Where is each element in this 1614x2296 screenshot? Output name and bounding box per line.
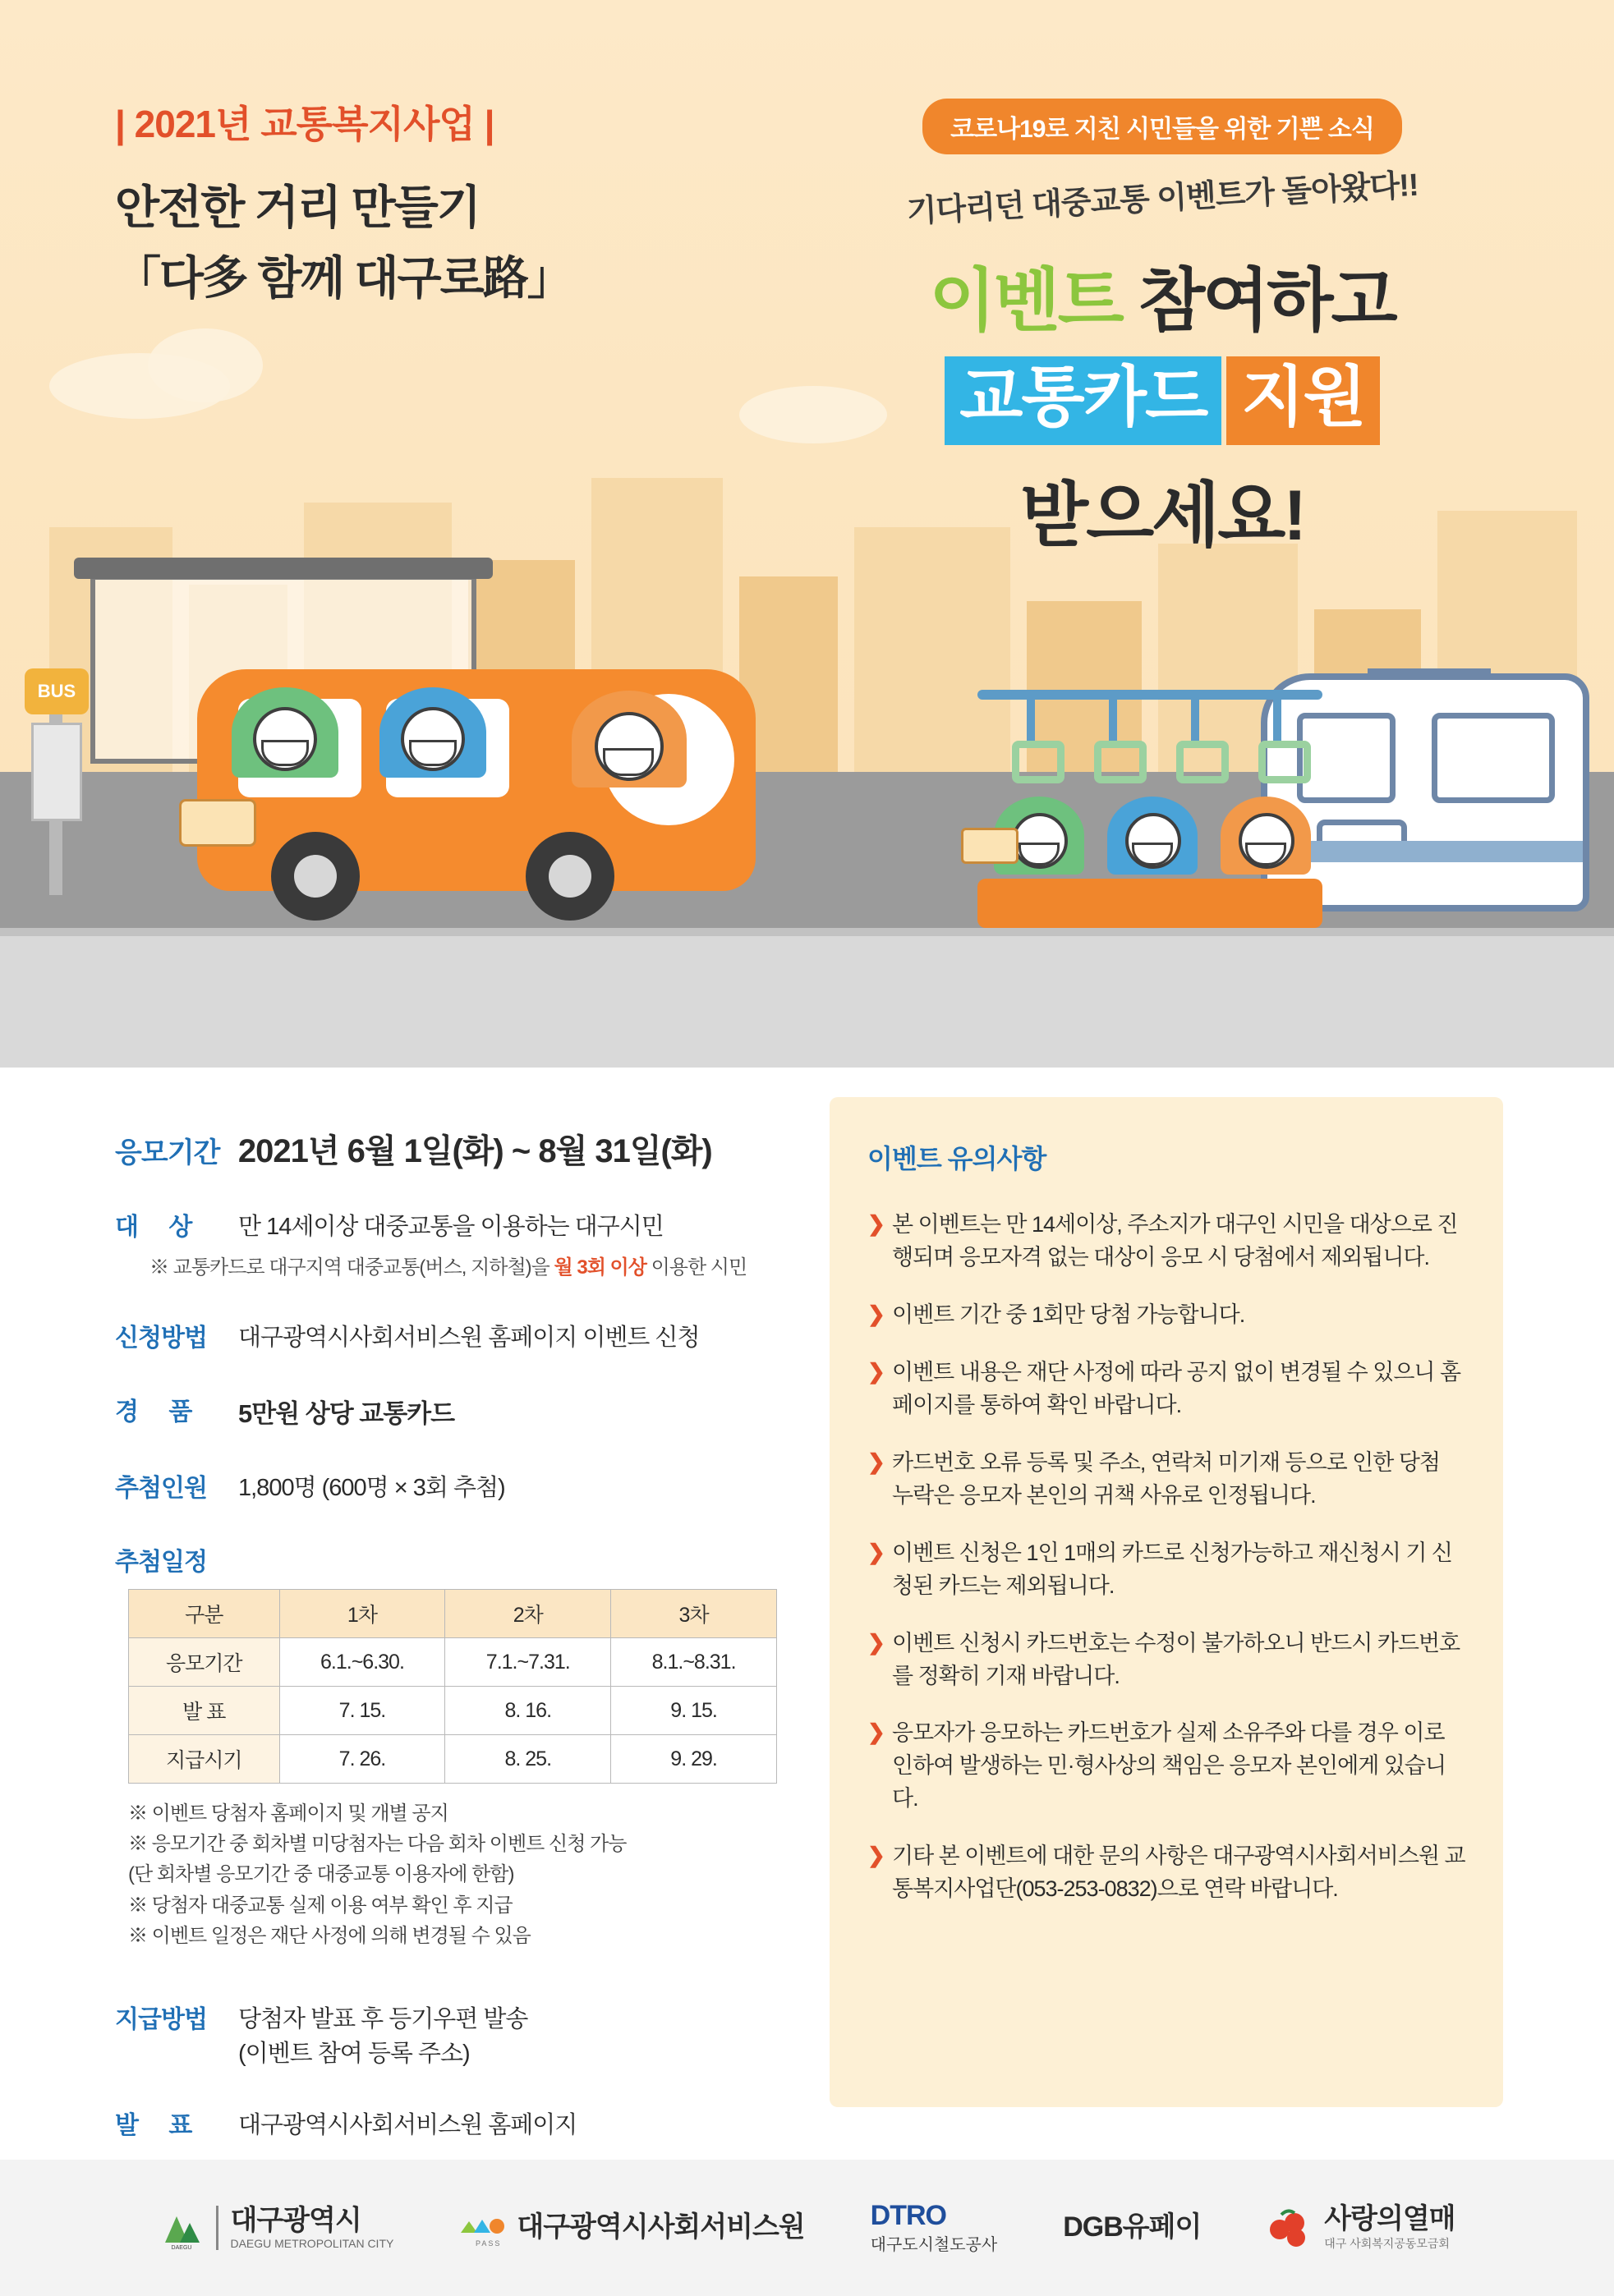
program-slogan-line2: 「다多 함께 대구로路」 bbox=[115, 251, 572, 304]
face-mask-icon bbox=[409, 740, 457, 766]
target-note-highlight: 월 3회 이상 bbox=[554, 1256, 646, 1279]
face-mask-icon bbox=[261, 740, 309, 766]
notice-item bbox=[867, 1717, 1465, 1816]
footer-logos bbox=[0, 2160, 1614, 2296]
apply-method-label: 신청방법 bbox=[115, 1325, 207, 1352]
announcement-row bbox=[115, 2105, 821, 2141]
table-cell: 지급시기 bbox=[129, 1735, 280, 1784]
payment-subnote: (이벤트 참여 등록 주소) bbox=[238, 2040, 470, 2067]
program-year-title: | 2021년 교통복지사업 | bbox=[115, 103, 494, 145]
notice-item bbox=[867, 1357, 1465, 1422]
notice-panel bbox=[830, 1097, 1503, 2107]
prize-label: 경 품 bbox=[115, 1398, 205, 1426]
transit-card-icon bbox=[961, 828, 1019, 864]
details-column bbox=[115, 1125, 821, 2154]
subway-interior-illustration bbox=[977, 690, 1322, 936]
table-cell: 6.1.~6.30. bbox=[279, 1638, 445, 1687]
chevron-right-icon: ❯ bbox=[867, 1629, 885, 1655]
logo-daegu-city bbox=[159, 2205, 393, 2251]
logo-daegu-social-service bbox=[459, 2205, 804, 2251]
logo-dgb-upay bbox=[1063, 2212, 1201, 2243]
hero-chip-transit-card: 교통카드 bbox=[945, 356, 1221, 445]
table-header-row bbox=[129, 1590, 777, 1638]
schedule-note: ※ 응모기간 중 회차별 미당첨자는 다음 회차 이벤트 신청 가능 bbox=[128, 1833, 627, 1856]
target-row bbox=[115, 1206, 821, 1279]
subway-bench bbox=[977, 879, 1322, 928]
winner-count-row bbox=[115, 1467, 821, 1504]
schedule-note: ※ 이벤트 당첨자 홈페이지 및 개별 공지 bbox=[128, 1802, 448, 1825]
table-header-cell: 2차 bbox=[445, 1590, 611, 1638]
notice-item-text: 본 이벤트는 만 14세이상, 주소지가 대구인 시민을 대상으로 진행되며 응모자격 없는 대상이 응모 시 당첨에서 제외됩니다. bbox=[892, 1212, 1458, 1270]
curb bbox=[0, 928, 1614, 936]
logo-label: DTRO bbox=[870, 2199, 946, 2231]
target-note-post: 이용한 시민 bbox=[646, 1256, 747, 1279]
program-slogan-line1: 안전한 거리 만들기 bbox=[115, 181, 480, 233]
notice-item-text: 이벤트 신청은 1인 1매의 카드로 신청가능하고 재신청시 기 신청된 카드는 제외됩니다. bbox=[892, 1540, 1453, 1598]
svg-text:PASS: PASS bbox=[476, 2239, 502, 2248]
subway-strap-icon bbox=[1109, 700, 1117, 742]
table-cell: 9. 15. bbox=[611, 1687, 777, 1735]
payment-row bbox=[115, 1999, 821, 2069]
notice-item-text: 응모자가 응모하는 카드번호가 실제 소유주와 다를 경우 이로 인하여 발생하는 민·형사상의 책임은 응모자 본인에게 있습니다. bbox=[892, 1720, 1446, 1812]
notice-item bbox=[867, 1628, 1465, 1693]
entry-period-label: 응모기간 bbox=[115, 1137, 220, 1169]
prize-value: 5만원 상당 교통카드 bbox=[238, 1399, 455, 1428]
target-label: 대 상 bbox=[115, 1214, 205, 1241]
table-cell: 8.1.~8.31. bbox=[611, 1638, 777, 1687]
chevron-right-icon: ❯ bbox=[867, 1301, 885, 1326]
sidewalk bbox=[0, 936, 1614, 1068]
target-note bbox=[149, 1251, 821, 1279]
logo-label: DGB유페이 bbox=[1063, 2211, 1202, 2243]
fruit-of-love-icon bbox=[1267, 2205, 1313, 2251]
subway-strap-icon bbox=[1027, 700, 1035, 742]
hero-title-block bbox=[115, 94, 572, 310]
logo-sublabel: 대구도시철도공사 bbox=[870, 2236, 998, 2255]
apply-method-value: 대구광역시사회서비스원 홈페이지 이벤트 신청 bbox=[238, 1325, 700, 1351]
schedule-note: ※ 이벤트 일정은 재단 사정에 의해 변경될 수 있음 bbox=[128, 1924, 531, 1947]
hero-pill-badge: 코로나19로 지친 시민들을 위한 기쁜 소식 bbox=[922, 99, 1402, 154]
logo-label: 사랑의열매 bbox=[1324, 2203, 1455, 2235]
face-mask-icon bbox=[603, 748, 654, 776]
chevron-right-icon: ❯ bbox=[867, 1720, 885, 1745]
schedule-note: (단 회차별 응모기간 중 대중교통 이용자에 한함) bbox=[128, 1863, 514, 1886]
schedule-table bbox=[128, 1589, 777, 1784]
announcement-value: 대구광역시사회서비스원 홈페이지 bbox=[238, 2111, 577, 2138]
hero-headline-line2 bbox=[801, 356, 1524, 445]
subway-handrail bbox=[977, 690, 1322, 700]
pass-icon bbox=[459, 2205, 505, 2251]
table-cell: 8. 16. bbox=[445, 1687, 611, 1735]
entry-period-value: 2021년 6월 1일(화) ~ 8월 31일(화) bbox=[237, 1133, 712, 1169]
hero-headline-line1 bbox=[801, 246, 1524, 345]
prize-row bbox=[115, 1391, 821, 1430]
hero-headline-line3: 받으세요! bbox=[1020, 476, 1304, 555]
table-cell: 8. 25. bbox=[445, 1735, 611, 1784]
subway-strap-icon bbox=[1273, 700, 1281, 742]
target-note-pre: ※ 교통카드로 대구지역 대중교통(버스, 지하철)을 bbox=[149, 1256, 554, 1279]
schedule-row bbox=[115, 1541, 821, 1951]
table-cell: 응모기간 bbox=[129, 1638, 280, 1687]
notice-item-text: 이벤트 내용은 재단 사정에 따라 공지 없이 변경될 수 있으니 홈페이지를 통하여 확인 바랍니다. bbox=[892, 1359, 1461, 1417]
table-header-cell: 1차 bbox=[279, 1590, 445, 1638]
payment-label: 지급방법 bbox=[115, 2005, 207, 2033]
transit-card-icon bbox=[179, 799, 256, 847]
chevron-right-icon: ❯ bbox=[867, 1358, 885, 1384]
chevron-right-icon: ❯ bbox=[867, 1843, 885, 1868]
cloud-icon bbox=[148, 328, 263, 402]
logo-sublabel: 대구 사회복지공동모금회 bbox=[1324, 2236, 1450, 2250]
winner-count-value: 1,800명 (600명 × 3회 추첨) bbox=[238, 1475, 505, 1501]
schedule-label: 추첨일정 bbox=[115, 1549, 207, 1576]
hero-headline-block bbox=[801, 99, 1524, 560]
bus-sign-icon: BUS bbox=[25, 668, 89, 714]
notice-title: 이벤트 유의사항 bbox=[867, 1144, 1046, 1173]
notice-item bbox=[867, 1840, 1465, 1906]
table-cell: 7.1.~7.31. bbox=[445, 1638, 611, 1687]
table-cell: 7. 15. bbox=[279, 1687, 445, 1735]
table-cell: 발 표 bbox=[129, 1687, 280, 1735]
announcement-label: 발 표 bbox=[115, 2111, 205, 2139]
bus-shelter-roof bbox=[74, 558, 493, 579]
svg-text:DAEGU: DAEGU bbox=[172, 2245, 192, 2251]
chevron-right-icon: ❯ bbox=[867, 1539, 885, 1564]
payment-value: 당첨자 발표 후 등기우편 발송 bbox=[238, 2005, 528, 2032]
hero-chip-support: 지원 bbox=[1226, 356, 1380, 445]
table-cell: 7. 26. bbox=[279, 1735, 445, 1784]
hero-headline-participate-word: 참여하고 bbox=[1138, 262, 1396, 339]
daegu-mountain-icon bbox=[159, 2205, 205, 2251]
chevron-right-icon: ❯ bbox=[867, 1211, 885, 1236]
notice-item-text: 기타 본 이벤트에 대한 문의 사항은 대구광역시사회서비스원 교통복지사업단(053-253-0832)으로 연락 바랍니다. bbox=[892, 1844, 1465, 1902]
content-section bbox=[0, 1068, 1614, 2160]
target-value: 만 14세이상 대중교통을 이용하는 대구시민 bbox=[238, 1214, 664, 1240]
notice-item bbox=[867, 1299, 1465, 1332]
hero-section bbox=[0, 0, 1614, 1068]
subway-strap-icon bbox=[1191, 700, 1199, 742]
notice-item-text: 이벤트 신청시 카드번호는 수정이 불가하오니 반드시 카드번호를 정확히 기재 바랍니다. bbox=[892, 1630, 1460, 1688]
table-cell: 9. 29. bbox=[611, 1735, 777, 1784]
hero-handwritten-line: 기다리던 대중교통 이벤트가 돌아왔다!! bbox=[905, 168, 1419, 230]
logo-label: 대구광역시사회서비스원 bbox=[517, 2211, 805, 2243]
entry-period-row bbox=[115, 1125, 821, 1172]
notice-item bbox=[867, 1209, 1465, 1274]
apply-method-row bbox=[115, 1317, 821, 1353]
chevron-right-icon: ❯ bbox=[867, 1449, 885, 1474]
notice-item bbox=[867, 1447, 1465, 1513]
table-header-cell: 3차 bbox=[611, 1590, 777, 1638]
logo-fruit-of-love bbox=[1267, 2204, 1455, 2251]
bus-stop-board bbox=[31, 723, 82, 821]
logo-sublabel: DAEGU METROPOLITAN CITY bbox=[230, 2236, 394, 2250]
schedule-notes bbox=[128, 1798, 821, 1951]
table-row bbox=[129, 1687, 777, 1735]
notice-item bbox=[867, 1537, 1465, 1603]
table-header-cell: 구분 bbox=[129, 1590, 280, 1638]
hero-headline-event-word: 이벤트 bbox=[929, 262, 1122, 339]
notice-item-text: 카드번호 오류 등록 및 주소, 연락처 미기재 등으로 인한 당첨 누락은 응모자 본인의 귀책 사유로 인정됩니다. bbox=[892, 1449, 1440, 1508]
bus-illustration bbox=[197, 669, 756, 891]
table-row bbox=[129, 1638, 777, 1687]
logo-label: 대구광역시 bbox=[230, 2205, 361, 2237]
notice-item-text: 이벤트 기간 중 1회만 당첨 가능합니다. bbox=[892, 1302, 1245, 1327]
table-row bbox=[129, 1735, 777, 1784]
winner-count-label: 추첨인원 bbox=[115, 1475, 207, 1502]
logo-dtro bbox=[871, 2201, 998, 2255]
schedule-note: ※ 당첨자 대중교통 실제 이용 여부 확인 후 지급 bbox=[128, 1894, 513, 1917]
